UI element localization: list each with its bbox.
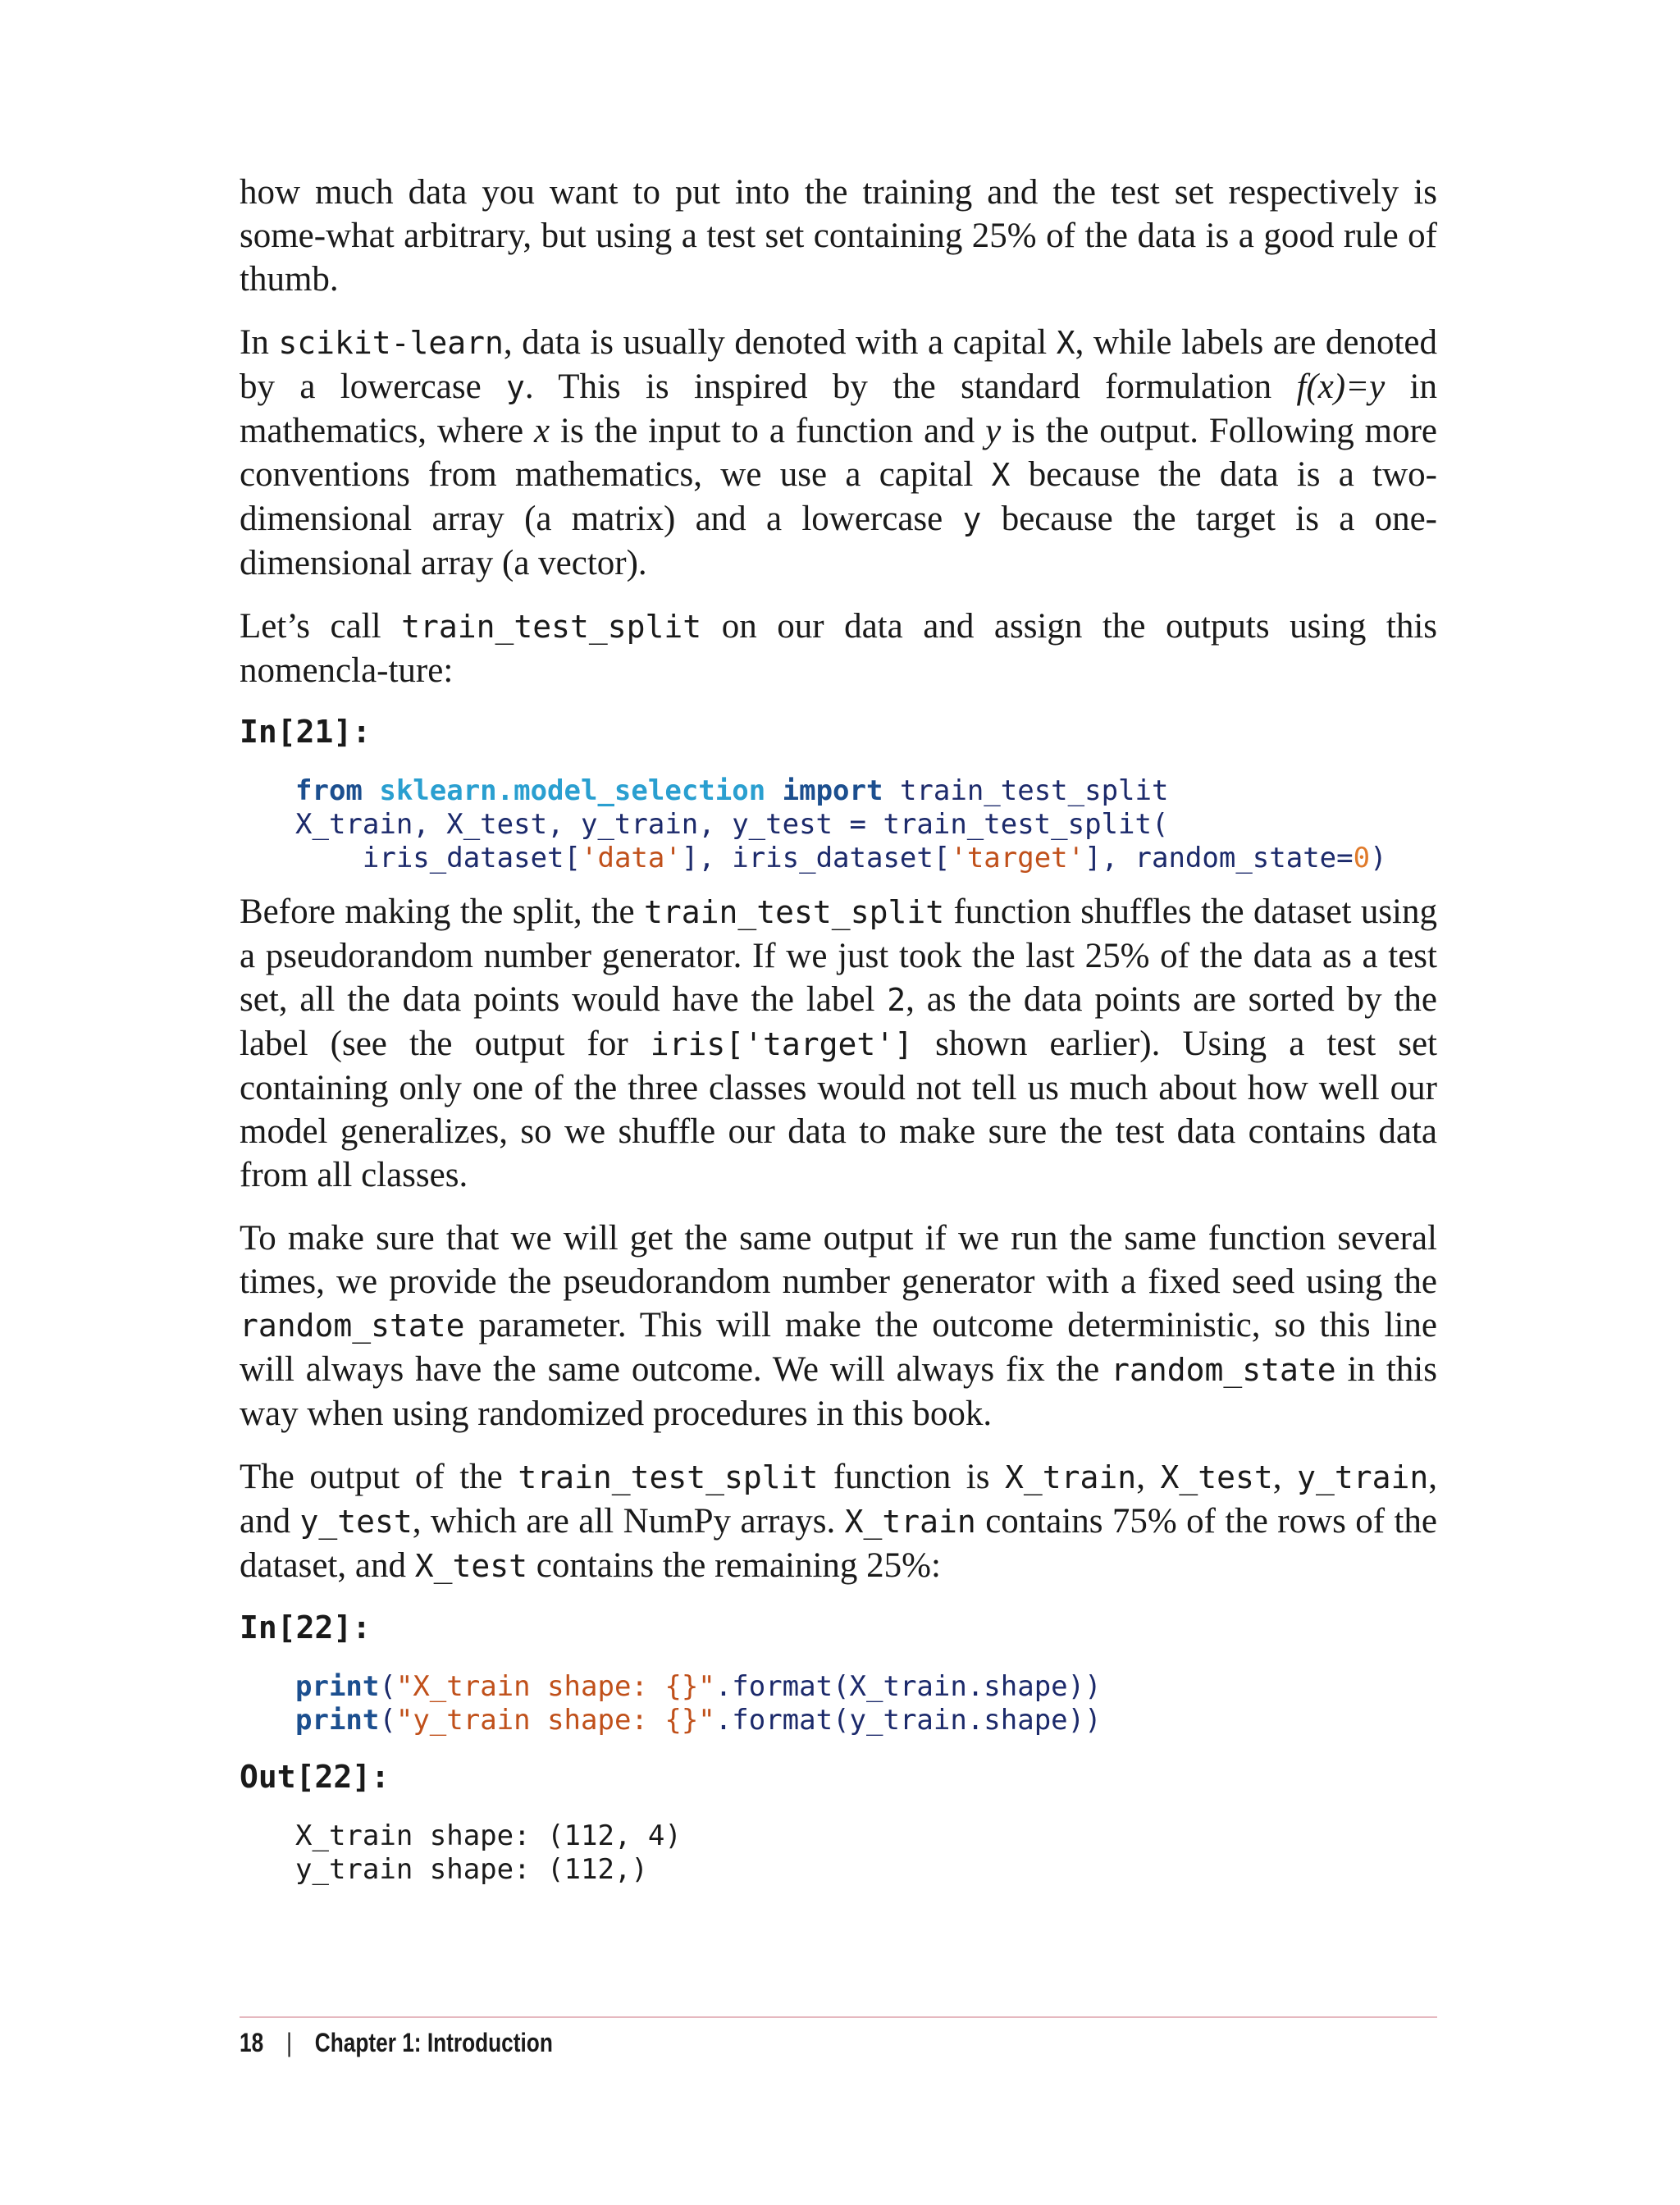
inline-code: X (991, 457, 1011, 493)
page-content (240, 171, 1437, 1901)
code-token: ( (379, 1670, 396, 1703)
inline-code: y_test (299, 1504, 413, 1540)
code-token: train_test_split (883, 774, 1169, 807)
output-line: y_train shape: (112,) (295, 1853, 648, 1886)
code-token: "y_train shape: {}" (395, 1704, 715, 1737)
code-token: print (295, 1670, 380, 1703)
code-token: print (295, 1704, 380, 1737)
inline-code: train_test_split (518, 1459, 819, 1495)
inline-code: X_train (1005, 1459, 1137, 1495)
body-paragraphs (240, 890, 1437, 1588)
paragraph: The output of the train_test_split function is X_train, X_test, y_train, and y_test, which are all NumPy arrays. X_train contains 75% of the rows of the dataset, and X_test contains the remaining 25%: (240, 1458, 1437, 1585)
cell-input-label: In[22]: (240, 1609, 372, 1646)
inline-code: train_test_split (644, 894, 945, 930)
output-line: X_train shape: (112, 4) (295, 1819, 682, 1852)
code-token: ( (379, 1704, 396, 1737)
code-block (295, 774, 1437, 875)
code-token: "X_train shape: {}" (395, 1670, 715, 1703)
code-token: import (765, 774, 883, 807)
inline-code: random_state (240, 1308, 465, 1344)
intro-paragraphs (240, 171, 1437, 692)
inline-code: scikit-learn (278, 325, 504, 361)
inline-code: X_test (414, 1548, 528, 1584)
math-italic: y (985, 412, 1002, 450)
code-line (295, 1704, 1102, 1737)
math-italic: f(x)=y (1296, 368, 1386, 406)
inline-code: y (506, 369, 525, 405)
cell-input-label: In[21]: (240, 714, 372, 750)
code-token: sklearn.model_selection (379, 774, 766, 807)
code-token: .format(X_train.shape)) (714, 1670, 1102, 1703)
code-line (295, 808, 1168, 841)
inline-code: X_test (1160, 1459, 1273, 1495)
code-token: X_train, X_test, y_train, y_test = train_test_split( (295, 808, 1169, 841)
inline-code: random_state (1111, 1352, 1336, 1388)
inline-code: train_test_split (401, 609, 702, 645)
code-token: 'target' (950, 842, 1085, 874)
code-block (295, 1670, 1437, 1737)
math-italic: x (534, 412, 550, 450)
paragraph: Before making the split, the train_test_split function shuffles the dataset using a pseudorandom number generator. If we just took the last 25% of the data as a test set, all the data points would have the label 2, as the data points are sorted by the label (see the output for iris['target'] shown earlier). Using a test set containing only one of the three classes would not tell us much about how well our model generalizes, so we shuffle our data to make sure the test data contains data from all classes. (240, 892, 1437, 1194)
inline-code: X (1056, 325, 1075, 361)
paragraph: In scikit-learn, data is usually denoted with a capital X, while labels are denoted by a lowercase y. This is inspired by the standard formulation f(x)=y in mathematics, where x is the input to a function and y is the output. Following more conventions from mathematics, we use a capital X because the data is a two-dimensional array (a matrix) and a lowercase y because the target is a one-dimensional array (a vector). (240, 323, 1438, 582)
inline-code: X_train (844, 1504, 976, 1540)
code-token: ], iris_dataset[ (681, 842, 951, 874)
footer-separator: | (286, 2028, 292, 2057)
code-line (295, 774, 1168, 807)
code-token: ], random_state= (1084, 842, 1354, 874)
chapter-title: Chapter 1: Introduction (314, 2028, 553, 2057)
output-block (295, 1819, 1437, 1887)
code-token: iris_dataset[ (295, 842, 581, 874)
footer-rule (240, 2016, 1437, 2018)
code-line (295, 842, 1387, 874)
code-token: from (295, 774, 380, 807)
paragraph: Let’s call train_test_split on our data and assign the outputs using this nomencla-ture: (240, 607, 1437, 690)
inline-code: iris['target'] (650, 1026, 914, 1062)
inline-code: y_train (1297, 1459, 1429, 1495)
code-token: ) (1370, 842, 1387, 874)
code-token: .format(y_train.shape)) (714, 1704, 1102, 1737)
paragraph: To make sure that we will get the same output if we run the same function several times, we provide the pseudorandom number generator with a fixed seed using the random_state parameter. This will make the outcome deterministic, so this line will always have the same outcome. We will always fix the random_state in this way when using randomized procedures in this book. (240, 1219, 1437, 1433)
page-footer (240, 2028, 553, 2058)
cell-output-label: Out[22]: (240, 1759, 390, 1795)
code-token: 'data' (581, 842, 682, 874)
paragraph: how much data you want to put into the training and the test set respectively is some-what arbitrary, but using a test set containing 25% of the data is a good rule of thumb. (240, 173, 1437, 299)
page-number: 18 (240, 2028, 264, 2057)
inline-code: y (962, 501, 982, 537)
inline-code: 2 (887, 982, 906, 1018)
code-token: 0 (1353, 842, 1371, 874)
code-line (295, 1670, 1102, 1703)
